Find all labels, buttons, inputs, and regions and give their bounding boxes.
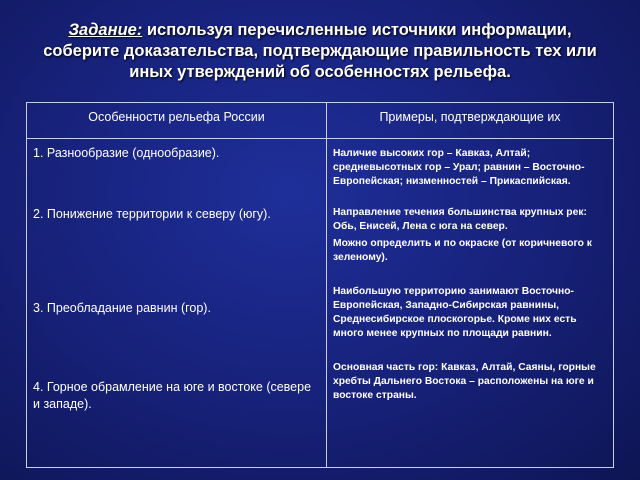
example-item: Основная часть гор: Кавказ, Алтай, Саяны, горные хребты Дальнего Востока – расположены на юге и востоке страны. [333,362,596,401]
table-header-row [27,103,614,139]
example-item: Можно определить и по окраске (от коричневого к зеленому). [333,238,592,263]
feature-item: 2. Понижение территории к северу (югу). [33,207,271,221]
feature-item: 3. Преобладание равнин (гор). [33,301,211,315]
table-body-row [27,139,614,468]
examples-cell [327,139,614,468]
relief-table [26,102,614,468]
header-features: Особенности рельефа России [27,103,327,139]
feature-item: 4. Горное обрамление на юге и востоке (севере и западе). [33,380,312,411]
example-item: Направление течения большинства крупных рек: Обь, Енисей, Лена с юга на север. [333,207,587,232]
header-examples: Примеры, подтверждающие их [327,103,614,139]
features-cell [27,139,327,468]
task-text: используя перечисленные источники информации, соберите доказательства, подтверждающие правильность тех или иных утверждений об особенностях рельефа. [43,21,597,81]
feature-item: 1. Разнообразие (однообразие). [33,146,220,160]
example-item: Наличие высоких гор – Кавказ, Алтай; средневысотных гор – Урал; равнин – Восточно-Европейская; низменностей – Прикаспийская. [333,148,585,187]
task-title [30,20,610,83]
task-label: Задание: [68,21,143,39]
example-item: Наибольшую территорию занимают Восточно-Европейская, Западно-Сибирская равнины, Среднесибирское плоскогорье. Кроме них есть много менее крупных по площади равнин. [333,286,577,339]
